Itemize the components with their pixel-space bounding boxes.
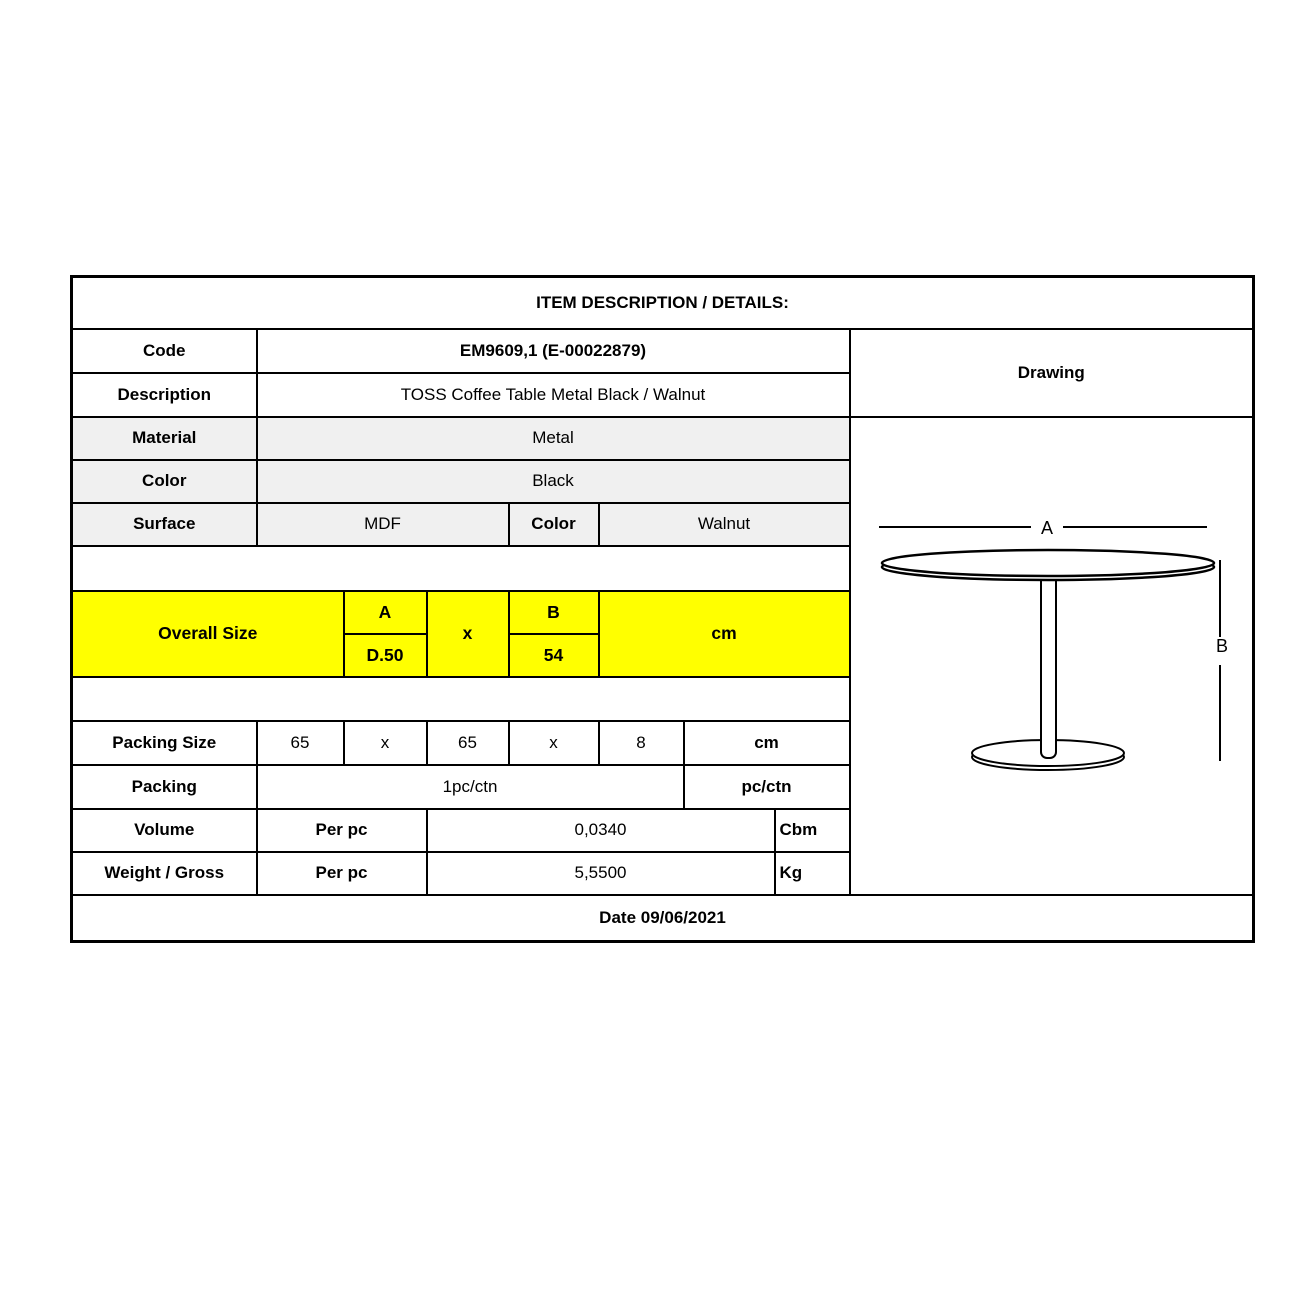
overall-size-dim-a-value: D.50 [344,634,427,677]
surface-color-label: Color [509,503,599,546]
material-value: Metal [257,417,850,460]
packing-size-unit: cm [684,721,850,765]
color-value: Black [257,460,850,503]
spacer-cell [72,677,850,721]
description-value: TOSS Coffee Table Metal Black / Walnut [257,373,850,417]
drawing-cell [850,417,1254,895]
header-row [72,277,1254,329]
packing-size-sep1: x [344,721,427,765]
date-value: Date 09/06/2021 [72,895,1254,942]
weight-label: Weight / Gross [72,852,257,895]
item-spec-table [70,275,1255,943]
material-label: Material [72,417,257,460]
volume-label: Volume [72,809,257,852]
volume-unit: Cbm [775,809,850,852]
packing-size-sep2: x [509,721,599,765]
packing-size-height: 8 [599,721,684,765]
code-value: EM9609,1 (E-00022879) [257,329,850,373]
dim-b-label: B [1215,635,1228,656]
table-top [882,550,1214,580]
weight-per: Per pc [257,852,427,895]
dim-a-label: A [1040,517,1053,538]
surface-color-value: Walnut [599,503,850,546]
packing-unit: pc/ctn [684,765,850,809]
weight-value: 5,5500 [427,852,775,895]
weight-unit: Kg [775,852,850,895]
material-row [72,417,1254,460]
overall-size-dim-b-header: B [509,591,599,634]
page-title: ITEM DESCRIPTION / DETAILS: [72,277,1254,329]
code-label: Code [72,329,257,373]
description-label: Description [72,373,257,417]
overall-size-dim-b-value: 54 [509,634,599,677]
table-pedestal [1041,569,1056,758]
volume-value: 0,0340 [427,809,775,852]
drawing-header: Drawing [850,329,1254,417]
code-row [72,329,1254,373]
volume-per: Per pc [257,809,427,852]
overall-size-separator: x [427,591,509,677]
overall-size-dim-a-header: A [344,591,427,634]
packing-value: 1pc/ctn [257,765,684,809]
spacer-cell [72,546,850,591]
coffee-table-drawing [851,419,1251,893]
surface-label: Surface [72,503,257,546]
packing-size-length: 65 [257,721,344,765]
color-label: Color [72,460,257,503]
date-row [72,895,1254,942]
packing-size-label: Packing Size [72,721,257,765]
overall-size-unit: cm [599,591,850,677]
overall-size-label: Overall Size [72,591,344,677]
packing-label: Packing [72,765,257,809]
surface-value: MDF [257,503,509,546]
packing-size-width: 65 [427,721,509,765]
